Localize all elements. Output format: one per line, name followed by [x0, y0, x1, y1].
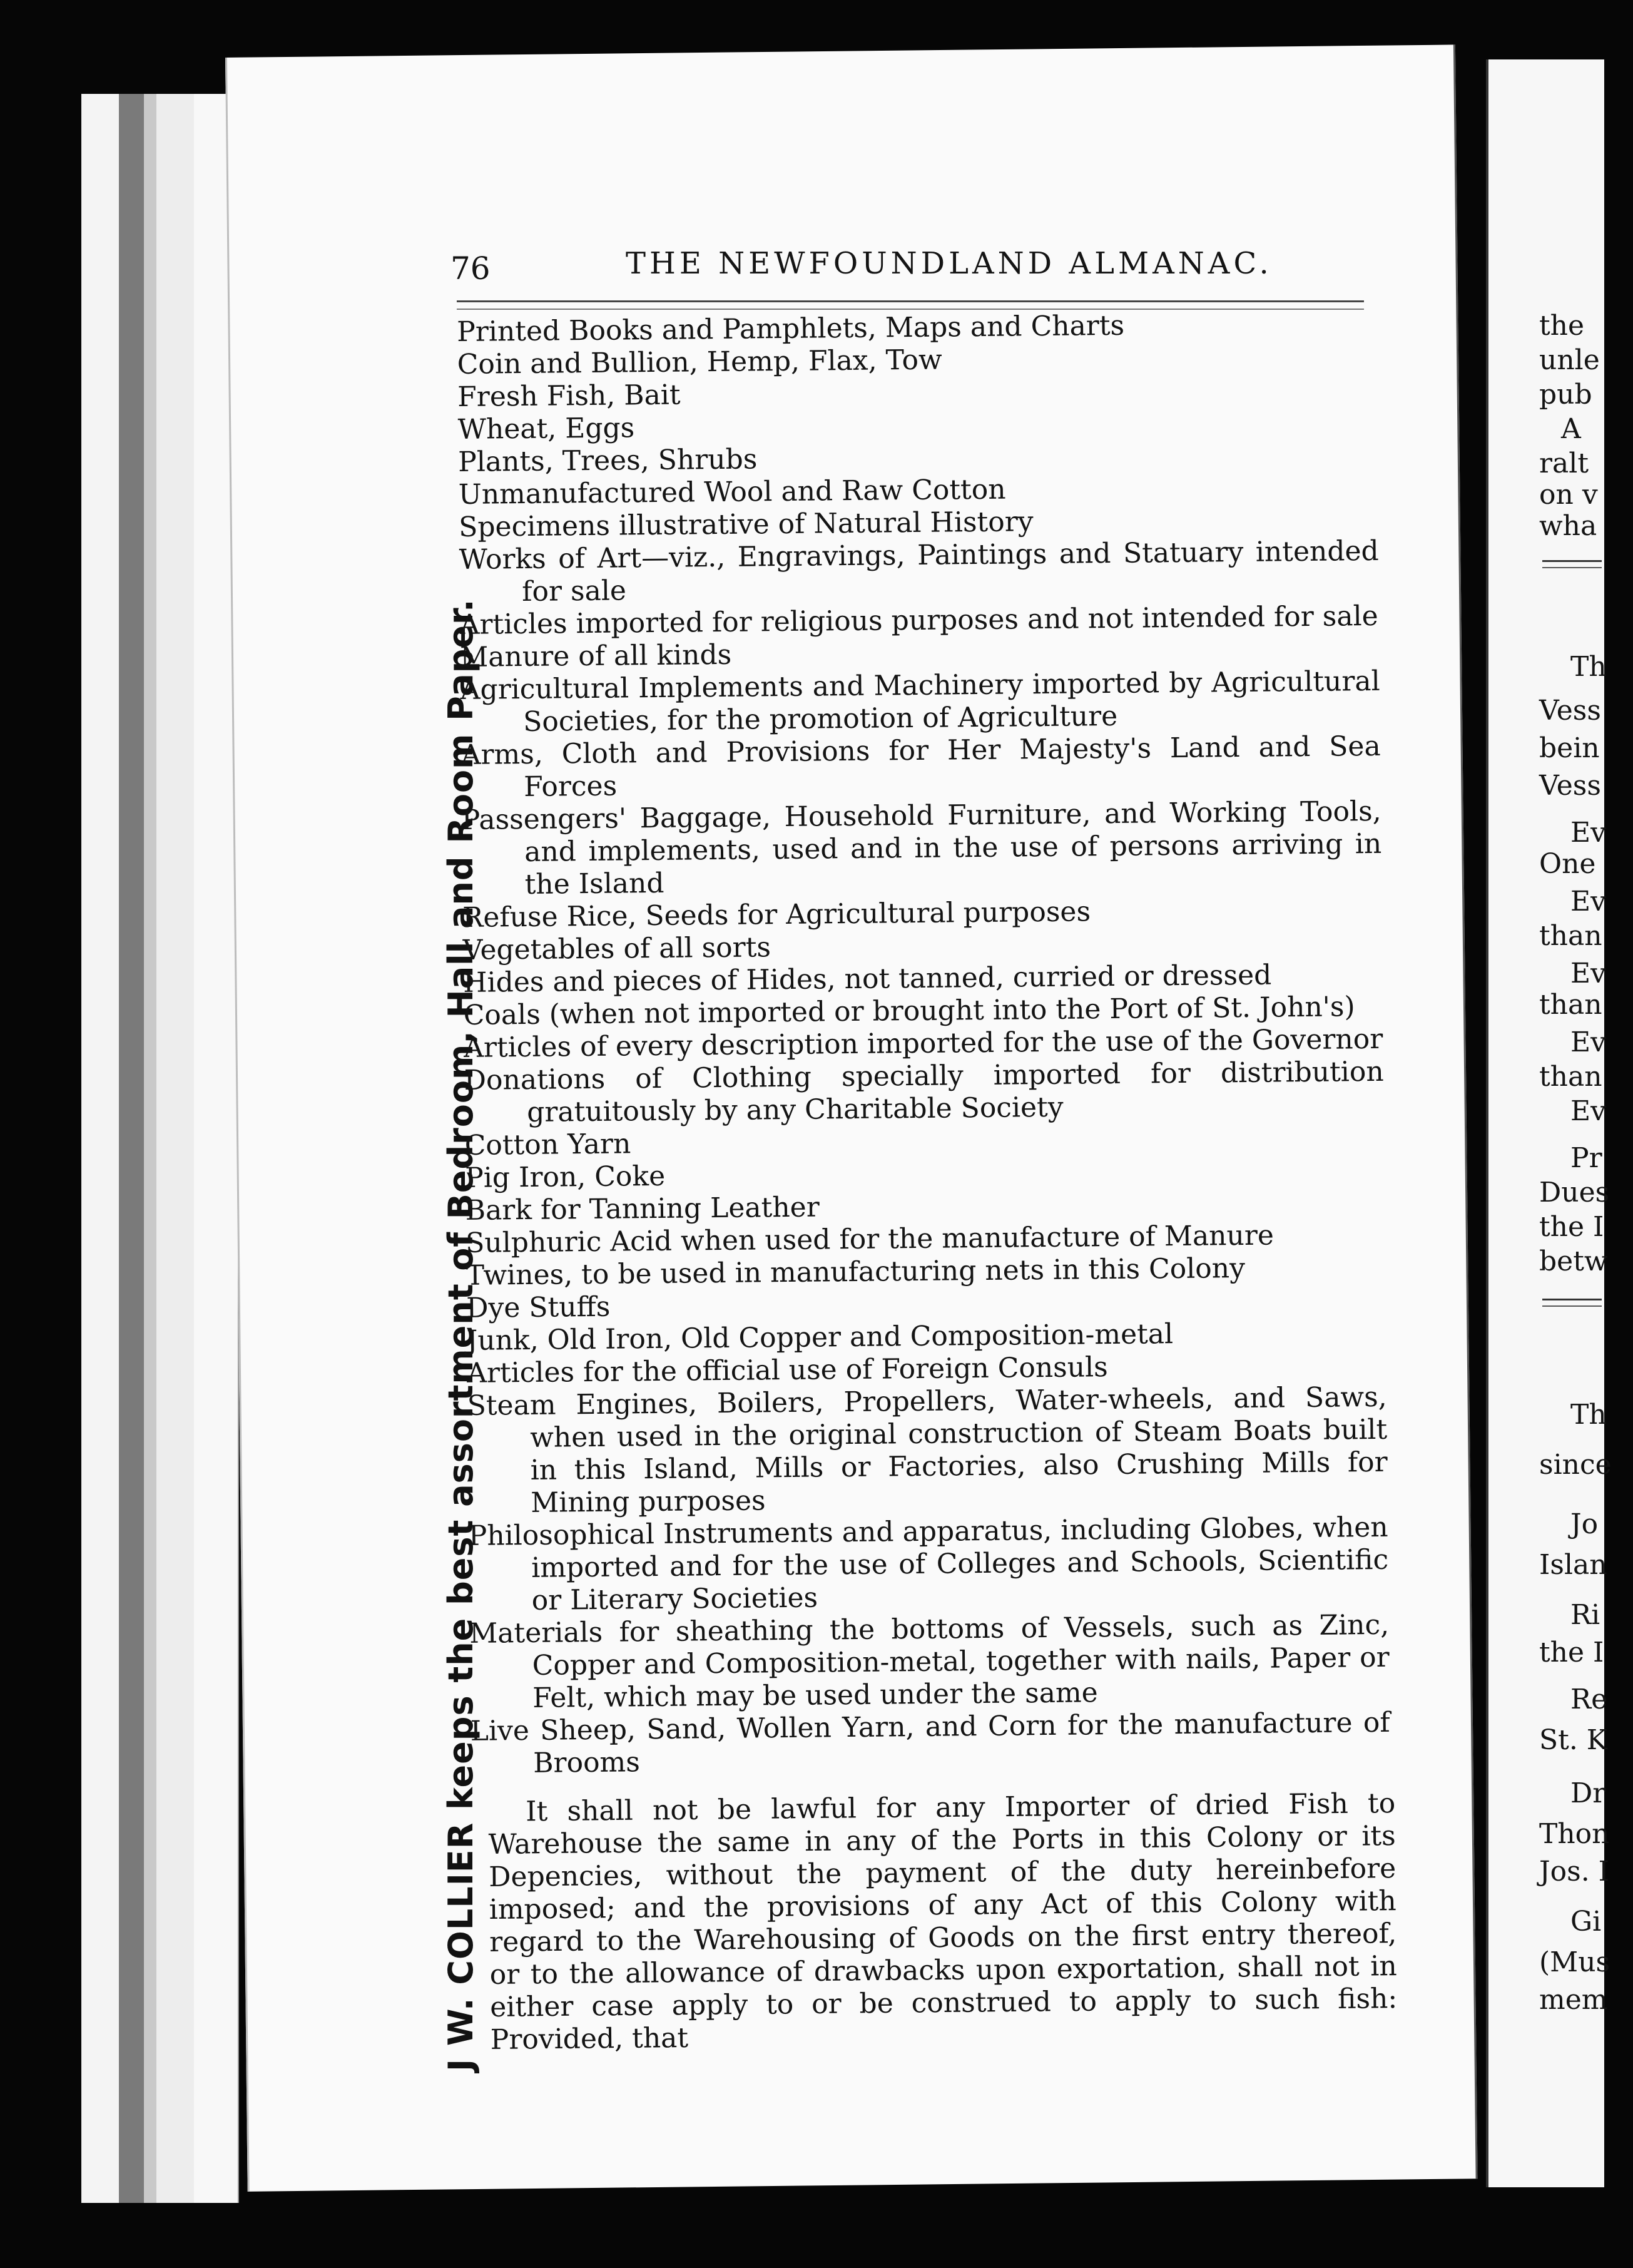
right-page-fragment: pub: [1539, 379, 1592, 411]
list-item: Vegetables of all sorts: [462, 931, 771, 966]
right-page-fragment: the I: [1539, 1637, 1604, 1668]
side-advertisement: J W. COLLIER keeps the best assortment of Bedroom, Hall and Room Paper.: [441, 598, 481, 2071]
exempt-articles-list: [457, 307, 1390, 1780]
page-edges: [81, 94, 238, 2203]
right-page-fragment: than: [1539, 1061, 1602, 1093]
right-page-fragment: Ev: [1570, 817, 1606, 849]
right-page-fragment: Dues: [1539, 1177, 1610, 1208]
right-page-fragment: Thon: [1539, 1818, 1610, 1850]
list-item: Unmanufactured Wool and Raw Cotton: [458, 473, 1006, 511]
list-item: Twines, to be used in manufacturing nets in this Colony: [465, 1252, 1246, 1292]
page-number: 76: [450, 250, 491, 287]
list-item: Specimens illustrative of Natural History: [458, 506, 1034, 543]
list-item: Steam Engines, Boilers, Propellers, Water-wheels, and Saws, when used in the original construction of Steam Boats built in this Island, Mills or Factories, also Crushing Mills for Mining purposes: [467, 1381, 1388, 1519]
right-page-fragment: Ev: [1570, 886, 1606, 917]
list-item: Articles of every description imported for the use of the Governor: [463, 1023, 1383, 1064]
list-item: Passengers' Baggage, Household Furniture, and Working Tools, and implements, used and in the use of persons arriving in the Island: [461, 795, 1382, 901]
list-item: Articles imported for religious purposes and not intended for sale: [459, 600, 1378, 641]
right-page-rule: [1542, 560, 1602, 568]
right-page-fragment: Islan: [1539, 1549, 1607, 1581]
list-item: Bark for Tanning Leather: [465, 1191, 820, 1227]
right-page-fragment: A: [1561, 413, 1581, 445]
right-page-fragment: Gi: [1570, 1906, 1602, 1938]
warehousing-paragraph: It shall not be lawful for any Importer of dried Fish to Warehouse the same in any of the Ports in this Colony or its Depencies, without the payment of the duty hereinbefore imposed; and the provisions of any Act of this Colony with regard to the Warehousing of Goods on the first entry thereof, or to the allowance of drawbacks upon exportation, shall not in either case apply to or be construed to apply to such fish: Provided, that: [488, 1787, 1398, 2056]
right-page-fragment: Ev: [1570, 958, 1606, 989]
list-item: Coals (when not imported or brought into the Port of St. John's): [463, 991, 1355, 1031]
list-item: Cotton Yarn: [464, 1128, 631, 1162]
right-page-fragment: St. K: [1539, 1724, 1607, 1756]
list-item: Hides and pieces of Hides, not tanned, curried or dressed: [462, 959, 1272, 999]
right-page-rule: [1542, 1299, 1602, 1307]
right-page-fragment: unle: [1539, 344, 1600, 376]
list-item: Refuse Rice, Seeds for Agricultural purposes: [462, 896, 1091, 934]
list-item: Materials for sheathing the bottoms of Vessels, such as Zinc, Copper and Composition-metal, together with nails, Paper or Felt, which may be used under the same: [469, 1608, 1390, 1714]
right-page-fragment: Th: [1570, 1399, 1607, 1431]
right-page-fragment: Vess: [1539, 695, 1601, 727]
right-page-fragment: Re: [1570, 1683, 1608, 1715]
list-item: Philosophical Instruments and apparatus, including Globes, when imported and for the use of Colleges and Schools, Scientific or Literary Societies: [468, 1511, 1389, 1617]
right-page-fragment: mem: [1539, 1984, 1608, 2016]
right-page-fragment: the I: [1539, 1211, 1604, 1243]
right-page-fragment: One: [1539, 848, 1596, 880]
list-item: Wheat, Eggs: [457, 412, 635, 446]
list-item: Pig Iron, Coke: [464, 1160, 666, 1194]
right-page-fragment: than: [1539, 989, 1602, 1021]
right-page-fragment: wha: [1539, 510, 1597, 542]
right-page-fragment: since: [1539, 1449, 1612, 1481]
right-page-fragment: on v: [1539, 479, 1598, 511]
right-page-fragment: Ri: [1570, 1599, 1600, 1631]
list-item: Coin and Bullion, Hemp, Flax, Tow: [457, 344, 942, 381]
list-item: Fresh Fish, Bait: [457, 379, 681, 413]
list-item: Dye Stuffs: [465, 1290, 611, 1324]
list-item: Agricultural Implements and Machinery imported by Agricultural Societies, for the promotion of Agriculture: [460, 665, 1380, 738]
right-page-fragment: ralt: [1539, 447, 1589, 479]
list-item: Arms, Cloth and Provisions for Her Majesty's Land and Sea Forces: [460, 730, 1381, 804]
right-page-fragment: Dr: [1570, 1777, 1606, 1809]
right-page-fragment: betw: [1539, 1245, 1608, 1277]
list-item: Junk, Old Iron, Old Copper and Composition-metal: [466, 1318, 1174, 1357]
right-page-fragment: the: [1539, 310, 1585, 342]
right-page-fragment: Jos. I: [1539, 1856, 1610, 1887]
right-page-fragment: Pr: [1570, 1142, 1602, 1174]
list-item: Works of Art—viz., Engravings, Paintings and Statuary intended for sale: [459, 534, 1379, 608]
list-item: Plants, Trees, Shrubs: [457, 443, 758, 478]
right-page-fragment: Th: [1570, 651, 1607, 683]
right-page-fragment: (Mus: [1539, 1946, 1610, 1978]
list-item: Sulphuric Acid when used for the manufacture of Manure: [465, 1219, 1274, 1259]
list-item: Donations of Clothing specially imported for distribution gratuitously by any Charitable Society: [464, 1055, 1384, 1128]
list-item: Printed Books and Pamphlets, Maps and Charts: [457, 309, 1125, 348]
list-item: Articles for the official use of Foreign Consuls: [466, 1351, 1108, 1389]
running-title: THE NEWFOUNDLAND ALMANAC.: [626, 246, 1273, 281]
right-page-fragment: Ev: [1570, 1095, 1606, 1127]
right-page-fragment: Jo: [1570, 1508, 1599, 1540]
list-item: Manure of all kinds: [459, 638, 732, 673]
right-page-fragment: than: [1539, 920, 1602, 952]
right-page-fragment: Vess: [1539, 770, 1601, 802]
right-page-fragment: bein: [1539, 732, 1600, 764]
right-page-fragment: Ev: [1570, 1026, 1606, 1058]
list-item: Live Sheep, Sand, Wollen Yarn, and Corn for the manufacture of Brooms: [470, 1706, 1390, 1779]
